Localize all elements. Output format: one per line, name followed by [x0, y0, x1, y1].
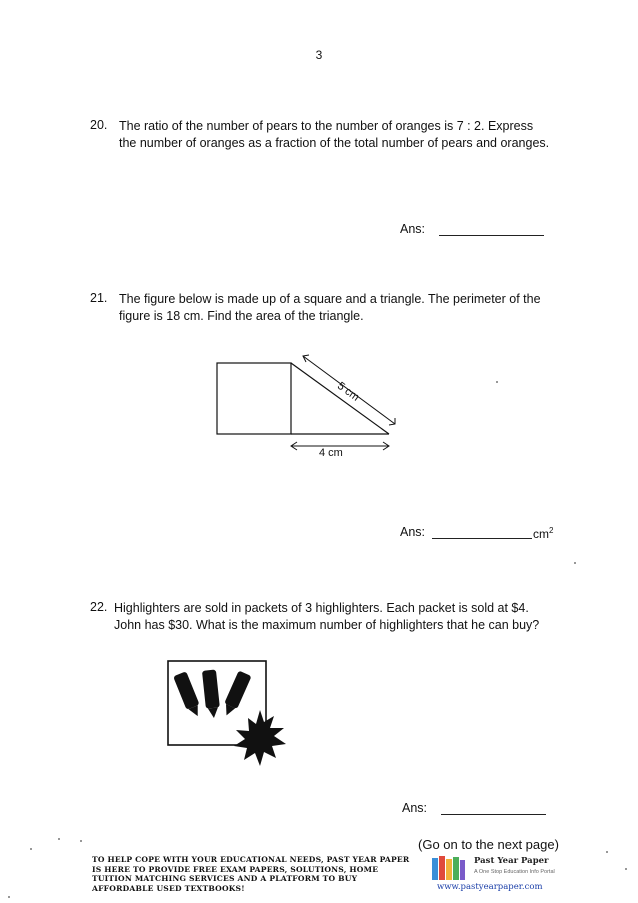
logo-subtitle: A One Stop Education Info Portal	[474, 869, 555, 875]
question-21-line-1: The figure below is made up of a square and a triangle. The perimeter of the	[119, 292, 541, 306]
question-22-answer-label: Ans:	[402, 801, 428, 815]
question-21-answer-line[interactable]	[432, 538, 532, 539]
footer-line-2: IS HERE TO PROVIDE FREE EXAM PAPERS, SOLUTIONS, HOME	[92, 864, 379, 874]
website-link[interactable]: www.pastyearpaper.com	[437, 882, 543, 892]
footer-line-4: AFFORDABLE USED TEXTBOOKS!	[92, 883, 245, 893]
question-21-unit: $cm^2$	[533, 526, 554, 541]
question-21-number: 21.	[90, 291, 108, 305]
scan-speck	[58, 838, 60, 840]
page-number: 3	[315, 48, 323, 62]
scan-speck	[625, 868, 627, 870]
highlighters-illustration	[160, 658, 295, 770]
question-21-text	[119, 291, 579, 325]
question-21-line-2: figure is 18 cm. Find the area of the triangle.	[119, 309, 364, 323]
highlighter-3	[220, 670, 251, 718]
question-22-text	[114, 600, 584, 634]
highlighter-2	[202, 669, 221, 718]
next-page-note: (Go on to the next page)	[418, 837, 559, 852]
square-shape	[217, 363, 291, 434]
question-20-line-1: The ratio of the number of pears to the number of oranges is 7 : 2. Express	[119, 119, 534, 133]
square-triangle-figure	[205, 350, 405, 462]
footer-line-3: TUITION MATCHING SERVICES AND A PLATFORM TO BUY	[92, 874, 358, 884]
question-20-text	[119, 118, 579, 152]
base-label: 4 cm	[319, 447, 343, 459]
question-22-line-1: Highlighters are sold in packets of 3 highlighters. Each packet is sold at $4.	[114, 601, 529, 615]
highlighter-1	[173, 671, 203, 719]
question-20-number: 20.	[90, 118, 108, 132]
question-20-answer-line[interactable]	[439, 235, 544, 236]
books-logo-icon	[430, 854, 468, 882]
scan-speck	[8, 896, 10, 898]
scan-speck	[606, 851, 608, 853]
footer-line-1: TO HELP COPE WITH YOUR EDUCATIONAL NEEDS, PAST YEAR PAPER	[92, 855, 410, 864]
footer-message	[92, 855, 422, 893]
starburst-shape	[234, 710, 286, 766]
question-21-answer-label: Ans:	[400, 525, 426, 539]
hypotenuse-label: 5 cm	[334, 380, 362, 404]
question-22-number: 22.	[90, 600, 108, 614]
question-22-answer-line[interactable]	[441, 814, 546, 815]
triangle-hypotenuse	[291, 363, 389, 434]
scan-speck	[574, 562, 576, 564]
question-20-line-2: the number of oranges as a fraction of the total number of pears and oranges.	[119, 136, 550, 150]
question-22-line-2: John has $30. What is the maximum number of highlighters that he can buy?	[114, 618, 540, 632]
question-20-answer-label: Ans:	[400, 222, 426, 236]
logo-title: Past Year Paper	[474, 856, 549, 866]
scan-speck	[80, 840, 82, 842]
scan-speck	[30, 848, 32, 850]
scan-speck	[496, 381, 498, 383]
